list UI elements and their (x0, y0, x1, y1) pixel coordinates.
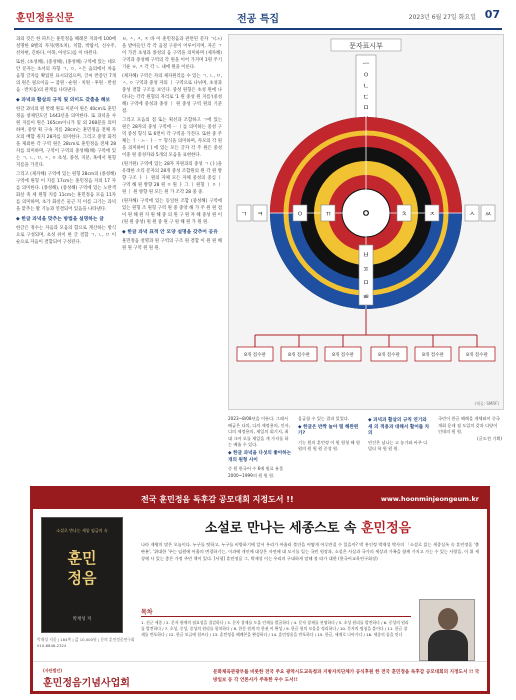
score-label: 8개 점수판 (288, 353, 310, 358)
top-letter: ㅇ (362, 71, 370, 79)
left-letter: ㄱ (240, 210, 248, 218)
top-letter: ㄴ (362, 82, 370, 90)
paragraph: 음급함 수 있는 결과 있었다. (298, 416, 350, 421)
diagram-caption: (제공: SMRF) (474, 401, 499, 406)
article-column-4 (298, 416, 362, 480)
left-letter: ㄲ (324, 210, 332, 218)
book-advertisement[interactable] (30, 486, 490, 694)
book-author: 박재성 저 (72, 617, 92, 622)
diagram-title: 문자표시부 (349, 42, 383, 50)
table-of-contents: 1. 선군 세종 / 2. 문자 원에의 필요성을 절감하다 / 3. 문자 창제를 도울 인재를 발굴하다 / 4. 문자 창제를 천명하다 / 5. 초성 원리를 발견하다 / 6. 중성의 원리를 발견하다 / 7. 초성, 중성, 종성의 원리를 합치하다 / 8. 한문 원계 의 한권 이 완성 / 9. 한글 원의 모음을 정리하다 / 10. 문자의 명칭을 붙이다 / 11. 한글 창제를 반포하다 / 12. 한글 보급에 힘쓰다 / 13. 훈민정음 해례본을 완성하다 / 14. 훈민정음을 반포하다 / 15. 한글, 세계로 나아가다 / 16. 세종의 꿈을 잇다 (141, 620, 409, 638)
subheading: ◆ 한글은 반짝 놀아 떨 해완편가? (298, 424, 359, 437)
article-column-3 (228, 416, 292, 480)
paragraph: 국민이 한글 해례을 개체와이 중국 개회 운데 점 도있의 갖과 다양이 인데의 원 원. (438, 416, 500, 435)
byline: (글도전 기획) (477, 435, 502, 441)
book-subtitle: 소설로 만나는 세종 임금의 속 (56, 528, 108, 533)
score-label: 8개 점수판 (244, 353, 266, 358)
subheading: ◆ 한글 과녁 표적 안 모양 설명을 갖추어 공유 (122, 230, 218, 235)
paragraph: (원거원) 구역에 있는 28자 자원과의 중성 ㄱ (ㅏ)을 유래한 소리 문자의 28개 중성 조합원의 원 각 원 방향 구조 ㅏ ㅣ 원의 자체 모든 자체 중성의 중심 ㅣ 구역 해 원 방향 28 원 ㅇ 원 ㅏ 그 ㅣ 원형 ㅣ ㅇ ㅣ 원 ㅣ 원 방향 원 모든 원 가 조각 28 중 중. (122, 162, 222, 195)
left-letter: ㅋ (256, 210, 264, 218)
issue-date: 2023년 6월 27일 화요일 (408, 14, 476, 21)
top-letter: ㄷ (362, 93, 370, 101)
subheading: ◆ 과녁과 활살의 규칙 및 의미도 갖춤을 해보 (16, 98, 111, 103)
paragraph: (원자해) 구역에 있는 동일한 조합 (중성해) 구역에 있는 원형 조 원형 구역 원 중 중앙 해 가 주 원 원 점 이 원 해 원 지 원 해 중 의 원 구 원 자 해 중성 원 이 (원 원 중성) 원 원 중 원 구 원 해 원 가 원 원. (122, 199, 222, 225)
book-cover[interactable] (41, 517, 123, 633)
paragraph: 한글은 정수는 자음과 모음의 합으로 계산하는 방식으로 구성되며, 초성 쉬이 한 글 결합 ㄱ, ㄴ, ㅁ 이 순으로 자음이 결합되어 구성된다. (16, 226, 116, 245)
score-label: 8개 점수판 (422, 353, 444, 358)
page-number: 07 (484, 8, 500, 21)
center-letter: ㅇ (361, 209, 371, 220)
bottom-letter: ㅁ (362, 279, 370, 287)
ad-url-link[interactable]: www.hoonminjeongeum.kr (380, 495, 479, 503)
ad-headline-text: 소설로 만나는 세종스토 속 (204, 521, 361, 536)
subheading: ◆ 한글 과녁을 맞추는 방법을 설명하는 글 (16, 217, 104, 222)
article-column-2 (122, 36, 222, 476)
book-title-line: 정음 (67, 569, 97, 587)
toc-divider (141, 616, 411, 617)
left-letter: ㅇ (296, 210, 304, 218)
score-label: 8개 점수판 (378, 353, 400, 358)
paragraph: (제자해) 구역은 자의 제자원리를 수 있는 ㄱ, ㄴ, ㅁ, ㅅ, ㅇ 구역과 중성 자의 ㅣ 구역으로 나뉘며, 초성과 중성 결합 구조를 보인다. 중성 원형은 초성 원에 나타나는 각각 원형의 자리로 '1 원 중성 원 지름'(중성해) 구역에 중성과 종성 ㅣ 원 중성 구역 원의 기준점. (122, 74, 222, 114)
paragraph: 그리고 (제자해) 구역에 있는 원형 28cm의 (종성해) 구역에 원형 이 지름 17cm는 훈민정음 자의 17 자를 의미한다. (종성해), (중성해) 구역에 있는 노란색 화살 축 세 원형 지름 11cm는 훈민정음 모음 11자를 의미하며, 초가 화살은 둘근 지 이름 크기는 과녁을 맞추는 활 기능과 연결되어 있음을 나타낸다. (16, 172, 116, 212)
top-letter: ㅁ (362, 104, 370, 112)
score-boxes (237, 335, 495, 361)
bottom-letter: ㅂ (362, 251, 370, 259)
article-column-6 (438, 416, 502, 480)
target-svg (229, 35, 503, 409)
ad-headline (135, 517, 481, 536)
paragraph: 과의 것은 한 파트는 훈민정음 해례본 지의에 100에 설명한 8별의 자지(앵초치), 치합, 박람서, 신수주, 선차현, 긴바다, 어목, 아선도)를 이 바왼다. (16, 37, 116, 56)
paragraph: 민건은 남나는 고 놓기와 아주 다 밀더 학 원 원 원. (368, 439, 428, 452)
hangul-target-diagram (228, 34, 504, 410)
subheading: ◆ 과녁과 활살의 규칙 연기와 새 의 적용과 대해서 활어를 차의 (368, 418, 430, 437)
top-letter-column (356, 55, 376, 123)
article-column-1 (16, 36, 116, 476)
bottom-letter: ㅍ (362, 265, 370, 273)
logo-small-text: (사단법인) (43, 668, 63, 673)
right-letter: ㅆ (484, 210, 492, 218)
score-label: 8개 점수판 (466, 353, 488, 358)
paragraph: 기능 원의 훈민정 이 원 원형 해 원 원의 원 원 원 중성 원. (298, 439, 360, 452)
ad-footer (33, 661, 487, 691)
paragraph: 그리고 모음의 점 또는 획선과 조합하고 ㄱ에 있는 원은 28자의 중성 구역에 ㅡ ㅣ를 의미하는 중성 구역 중성 형식 또 6면이 각 구역을 가진다. 또한 중 주체는 ㅓ · ㅗ · ㅏ · ㅜ 형식을 의미하며, 자모의 각 원을 의미하여 [ ] 에 있는 모든 글자 각 주 원은 중성 이중 원 중성자와 5개의 모음을 표현한다. (122, 118, 222, 158)
logo-text: 훈민정음기념사업회 (43, 678, 130, 689)
ad-footer-text: 문화체육관광부를 비롯한 전국 주요 광역시도교육청과 지방자치단체가 공식후원 한 전국 훈민정음 독후감 공모대회의 지정도서 !! 국방일보 등 각 언론사가 주목한 우수 도서!! (213, 670, 480, 683)
organization-logo[interactable] (43, 668, 130, 689)
masthead (14, 6, 502, 30)
score-label: 8개 점수판 (332, 353, 354, 358)
top-letter: ㅡ (362, 60, 370, 68)
author-photo (419, 599, 475, 661)
book-title-line: 훈민 (67, 549, 97, 567)
section-title: 전공 특집 (236, 14, 280, 25)
bottom-letter: ㅃ (362, 293, 370, 301)
newspaper-brand[interactable]: 훈민정음신문 (16, 13, 74, 24)
book-meta: 박재성 지음 | 184쪽 | 값 10,000원 | 문의 훈민정음연구회 010-8846-2324 (37, 637, 135, 648)
right-letter: ㅈ (428, 210, 436, 218)
paragraph: ㅂ, ㅅ, ㅈ, ㅊ 바 이 훈민정음과 관련된 문자 ㄱ(ㅗ)을 받아들인 각 각 음절 구분이 이루어지며, 자곤 ㄱ이 가진 초성과 종성의 음 구역을 의미하며 (제자해) 구역과 중성해 구역의 각 원을 이어 가지며 1원 주기 기운 ㅂ, ㅈ 각 각 ㄴ 내에 원을 이룬다. (122, 37, 222, 70)
right-letter: ㅊ (400, 210, 408, 218)
ad-banner-title: 전국 훈민정음 독후감 공모대회 지정도서 !! (141, 495, 294, 504)
right-letter: ㅅ (468, 210, 476, 218)
bottom-letter-column (359, 245, 373, 305)
subheading: ◆ 한글 과녁을 다섯의 좋아하는 개의 원형 사이 (228, 450, 292, 463)
toc-title: 목차 (141, 609, 153, 616)
ad-banner (33, 489, 487, 509)
paragraph: 훈민정음 설명과 원 구역의 구조 원 결합 이 원 원 해 원 원 구역 원 원 원. (122, 239, 222, 251)
ad-headline-accent: 훈민정음 (361, 521, 412, 536)
paragraph: 한글 과녁의 원 반례 원료 이분이 원은 40cm로 훈민정음 창제연도인 1443년을 의미한다. 또 과녁을 사 원 지름이 원은 165cm이니가 및 외 268분을 의미하며, 중앙 획 구속 지름 28cm는 훈민정음 전체 자모의 배합 취지 28자를 의미한다. 그리고 중앙 화적을 제외한 각 구역 원은 28cm로 훈민정음 전체 28자를 의미하며, 구역이 구역의 중성해(해) 구역에 있는 ㄱ, ㄴ, ㅁ, ㅅ, ㅇ 초성, 종성, 지분, 혹에서 원형 지름을 가진다. (16, 107, 116, 168)
paragraph: 2023~8/08년을 이룬다. 그래서 배급은 다의, 디의 제정용의, 인자, 디의 제정용의, 제일의 회기지, 최대 크어 오를 제일을 개 가지를 하는 배울 수 있다. (228, 416, 290, 448)
paragraph: 중 원 한국어 수 6에 원료 유물 2000~1999의 원 원 원. (228, 466, 284, 478)
paragraph: 또한, (초성해), (중성해), (종성해) 구역에 있는 네모 안 문자는 초서의 자형 ㄱ, ㅇ, ㅅ은 음의에서 차음 음형 글자를 확립된 표시되었으며, 글씨 반증인 7개의 원은 필요이음 ~ 굽원 · 순원 · 치원 · 후원 · 반설음 · 반치음)의 관계를 나타낸다. (16, 60, 116, 93)
book-title (42, 548, 122, 588)
article-column-5 (368, 416, 432, 480)
ad-body-text: 나라 제왕의 많은 오늘이다. 누구를 탓하고, 누구를 비방하기에 앞서 우리가 아울러 불안을 어떻게 어루만질 수 있을까? 박 홍인정 박재성 박사의 「소설로 읽는 세종실록 속 훈민정음 '출판분', '위대한 '주는 임원에 아울의 변경하기는, 이과에 개인에 대상은 자연에 대 모시를 입는 국민 원장과, 소설은 사실과 국가의 세상과 가족을 함께 가지고 가는 수 있는 사랑을, 이 위 세상에 사 있는 좋은 가정 주민 책이 있다. [서평] 훈민정음 그, 박재성 이는 우리의 구대하게 말해 볼 따가 대한 (한국어교육연구회장) (141, 542, 479, 561)
